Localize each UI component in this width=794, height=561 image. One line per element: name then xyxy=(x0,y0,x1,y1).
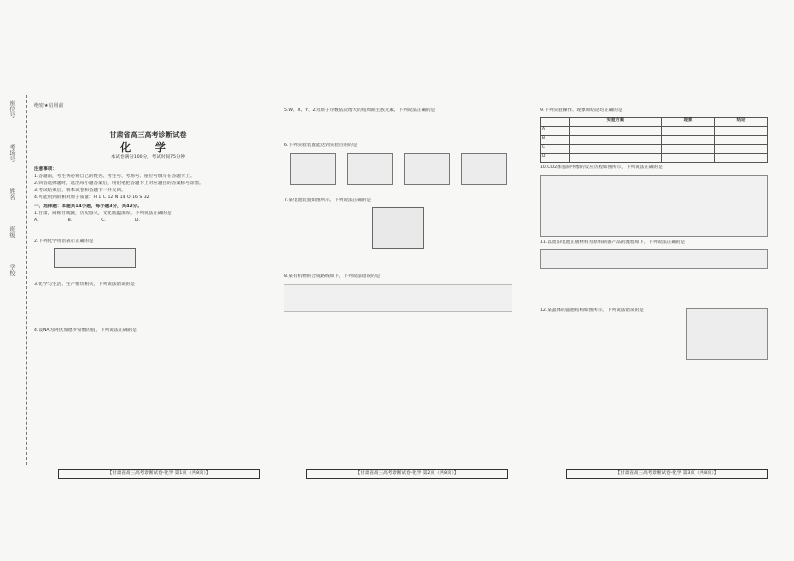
exam-title: 甘肃省高三高考诊断试卷 xyxy=(109,131,187,139)
table-cell xyxy=(569,153,661,162)
table-row xyxy=(541,126,768,135)
row-label: C xyxy=(541,144,570,153)
page-footer-3: 【甘肃省高三高考诊断试卷·化学 第3页（共8页）】 xyxy=(566,469,768,479)
option-label: A. xyxy=(34,217,39,223)
option-label: D. xyxy=(134,217,140,223)
question-7: 7.某电池装置如图所示，下列说法正确的是 xyxy=(284,197,372,203)
binding-label: 班级 xyxy=(8,226,15,238)
notice-item: 1.答题前，考生务必将自己的姓名、考生号、考场号、座位号填写在答题卡上。 xyxy=(34,174,195,180)
question-9: 9.下列实验操作、现象和结论均正确的是 xyxy=(540,108,623,113)
synthesis-route-figure xyxy=(284,284,512,312)
notice-item: 3.考试结束后，将本试卷和答题卡一并交回。 xyxy=(34,187,126,193)
page-footer-1: 【甘肃省高三高考诊断试卷·化学 第1页（共8页）】 xyxy=(58,469,260,479)
crystal-lattice-figure xyxy=(686,308,768,360)
question-2: 2.下列化学用语表示正确的是 xyxy=(34,238,94,244)
question-1: 1.甘肃，简称甘或陇，历史悠久，文化底蕴深厚。下列说法正确的是 xyxy=(34,211,172,217)
binding-label: 姓名 xyxy=(8,188,15,200)
table-cell xyxy=(662,144,715,153)
table-header-blank xyxy=(541,117,570,126)
table-cell xyxy=(662,153,715,162)
apparatus-d xyxy=(461,153,507,185)
table-header: 实验方案 xyxy=(569,117,661,126)
table-row xyxy=(541,135,768,144)
table-cell xyxy=(715,126,768,135)
question-10: 10.CO2加氢制甲醇的反应历程如图所示，下列说法正确的是 xyxy=(540,164,663,170)
binding-label: 座位号 xyxy=(8,100,15,118)
binding-margin xyxy=(8,100,22,460)
table-cell xyxy=(569,126,661,135)
table-row xyxy=(541,153,768,162)
table-cell xyxy=(662,135,715,144)
energy-profile-figure xyxy=(540,175,768,237)
binding-cut-line xyxy=(26,95,27,465)
q1-options xyxy=(34,218,262,225)
question-8: 8.某有机物的合成路线如下，下列说法错误的是 xyxy=(284,274,381,280)
question-6: 6.下列实验装置能达到实验目的的是 xyxy=(284,142,358,148)
row-label: A xyxy=(541,126,570,135)
table-header: 现象 xyxy=(662,117,715,126)
row-label: B xyxy=(541,135,570,144)
table-cell xyxy=(715,135,768,144)
table-cell xyxy=(662,126,715,135)
table-cell xyxy=(715,153,768,162)
structure-figure xyxy=(54,248,136,268)
notice-item: 2.回答选择题时，选出每小题答案后，用铅笔把答题卡上对应题目的答案标号涂黑。 xyxy=(34,180,204,186)
battery-diagram xyxy=(372,207,424,249)
experiment-table xyxy=(540,117,768,163)
table-cell xyxy=(569,144,661,153)
option-label: C. xyxy=(101,217,106,223)
question-11: 11.以废旧电池正极材料为原料制备产品的流程如下，下列说法正确的是 xyxy=(540,239,686,245)
question-3: 3.化学与生活、生产密切相关，下列说法错误的是 xyxy=(34,281,135,287)
secret-mark: 绝密★启用前 xyxy=(34,103,64,109)
apparatus-a xyxy=(290,153,336,185)
apparatus-figures xyxy=(284,153,512,185)
section-heading: 一、选择题：本题共14小题，每小题3分，共42分。 xyxy=(34,204,142,210)
time-note: 本试卷满分100分，考试时间75分钟 xyxy=(110,154,186,160)
page-column-3 xyxy=(540,108,768,458)
table-cell xyxy=(569,135,661,144)
apparatus-c xyxy=(404,153,450,185)
binding-label: 考场号 xyxy=(8,144,15,162)
question-12: 12.某晶体的晶胞结构如图所示，下列说法错误的是 xyxy=(540,308,644,314)
binding-label: 学校 xyxy=(8,264,15,276)
page-column-1 xyxy=(34,108,262,458)
question-5: 5.W、X、Y、Z为原子序数依次增大的短周期主族元素，下列说法正确的是 xyxy=(284,108,436,113)
option-label: B. xyxy=(67,217,73,223)
table-row xyxy=(541,144,768,153)
row-label: D xyxy=(541,153,570,162)
apparatus-b xyxy=(347,153,393,185)
notice-title: 注意事项： xyxy=(34,167,57,173)
table-header: 结论 xyxy=(715,117,768,126)
page-footer-2: 【甘肃省高三高考诊断试卷·化学 第2页（共8页）】 xyxy=(306,469,508,479)
table-cell xyxy=(715,144,768,153)
notice-item: 4.可能用到的相对原子质量：H 1 C 12 N 14 O 16 S 32 xyxy=(34,194,150,200)
subject-title: 化 学 xyxy=(120,140,176,154)
process-flow-figure xyxy=(540,249,768,269)
page-column-2 xyxy=(284,108,512,458)
question-4: 4.设NA为阿伏加德罗常数的值，下列说法正确的是 xyxy=(34,328,137,334)
